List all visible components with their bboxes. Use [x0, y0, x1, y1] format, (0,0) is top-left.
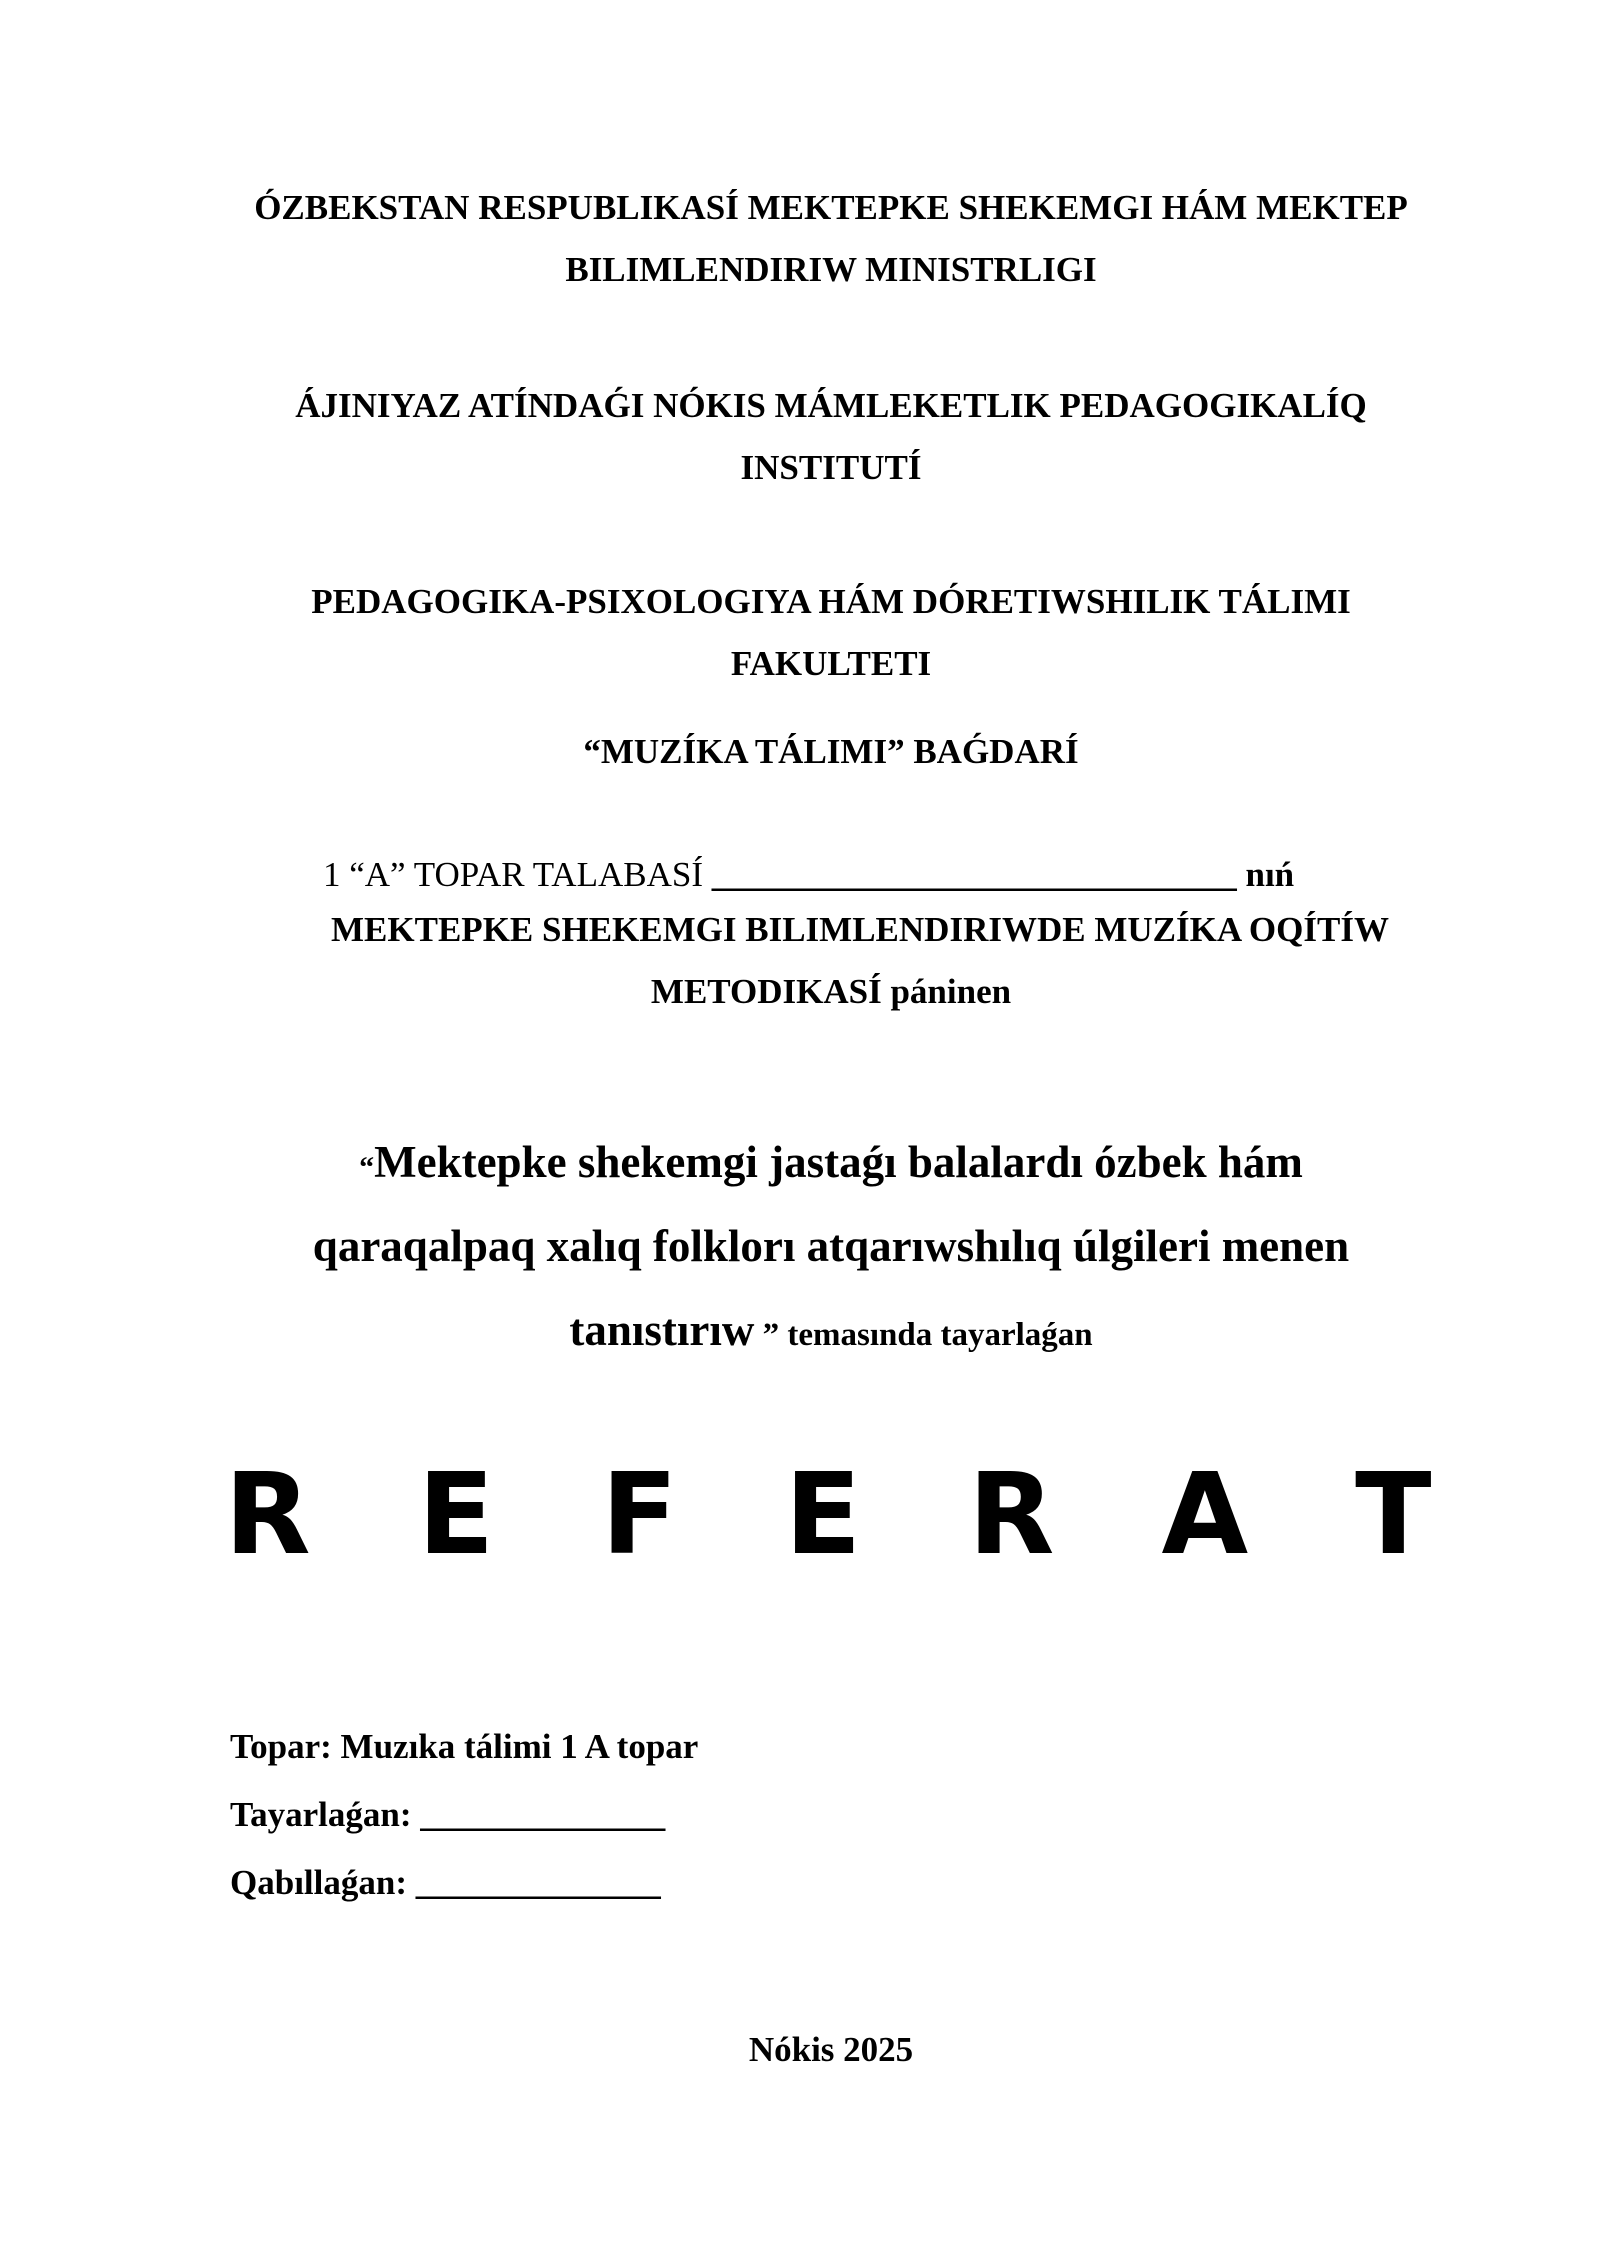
- faculty-title-line-1: PEDAGOGIKA-PSIXOLOGIYA HÁM DÓRETIWSHILIK TÁLIMI: [311, 582, 1351, 621]
- theme-line-3: [0, 1288, 1600, 1377]
- theme-line-2: qaraqalpaq xalıq folklorı atqarıwshılıq úlgileri menen: [312, 1221, 1350, 1271]
- student-line: [323, 843, 1294, 906]
- theme-line-1-text: Mektepke shekemgi jastaǵı balalardı ózbek hám: [374, 1137, 1303, 1187]
- accepted-by-info: Qabıllaǵan: ______________: [230, 1863, 661, 1902]
- theme-line-1: [0, 1120, 1600, 1210]
- direction-title: “MUZÍKA TÁLIMI” BAǴDARÍ: [583, 732, 1079, 771]
- subject-line-2-tail: páninen: [881, 972, 1012, 1011]
- city-year: Nókis 2025: [748, 2030, 914, 2069]
- subject-line-1: MEKTEPKE SHEKEMGI BILIMLENDIRIWDE MUZÍKA OQÍTÍW: [331, 910, 1389, 949]
- theme-line-3-main: tanıstırıw: [569, 1305, 755, 1355]
- institute-title-line-1: ÁJINIYAZ ATÍNDAǴI NÓKIS MÁMLEKETLIK PEDAGOGIKALÍQ: [295, 386, 1367, 425]
- institute-title-line-2: INSTITUTÍ: [740, 448, 922, 487]
- theme-line-3-tail: ” temasında tayarlaǵan: [754, 1317, 1093, 1353]
- ministry-title-line-1: ÓZBEKSTAN RESPUBLIKASÍ MEKTEPKE SHEKEMGI HÁM MEKTEP: [254, 188, 1408, 227]
- student-name-blank: ______________________________: [711, 855, 1237, 894]
- document-type-title: R E F E R A T: [224, 1450, 1466, 1580]
- theme-open-quote: “: [359, 1151, 375, 1184]
- prepared-by-info: Tayarlaǵan: ______________: [230, 1795, 666, 1834]
- student-line-prefix: 1 “A” TOPAR TALABASÍ: [323, 855, 712, 894]
- subject-line-2: [0, 960, 1600, 1023]
- faculty-title-line-2: FAKULTETI: [730, 644, 932, 683]
- ministry-title-line-2: BILIMLENDIRIW MINISTRLIGI: [565, 250, 1097, 289]
- student-line-suffix: nıń: [1236, 855, 1295, 894]
- subject-line-2-main: METODIKASÍ: [650, 972, 882, 1011]
- group-info: Topar: Muzıka tálimi 1 A topar: [230, 1727, 699, 1766]
